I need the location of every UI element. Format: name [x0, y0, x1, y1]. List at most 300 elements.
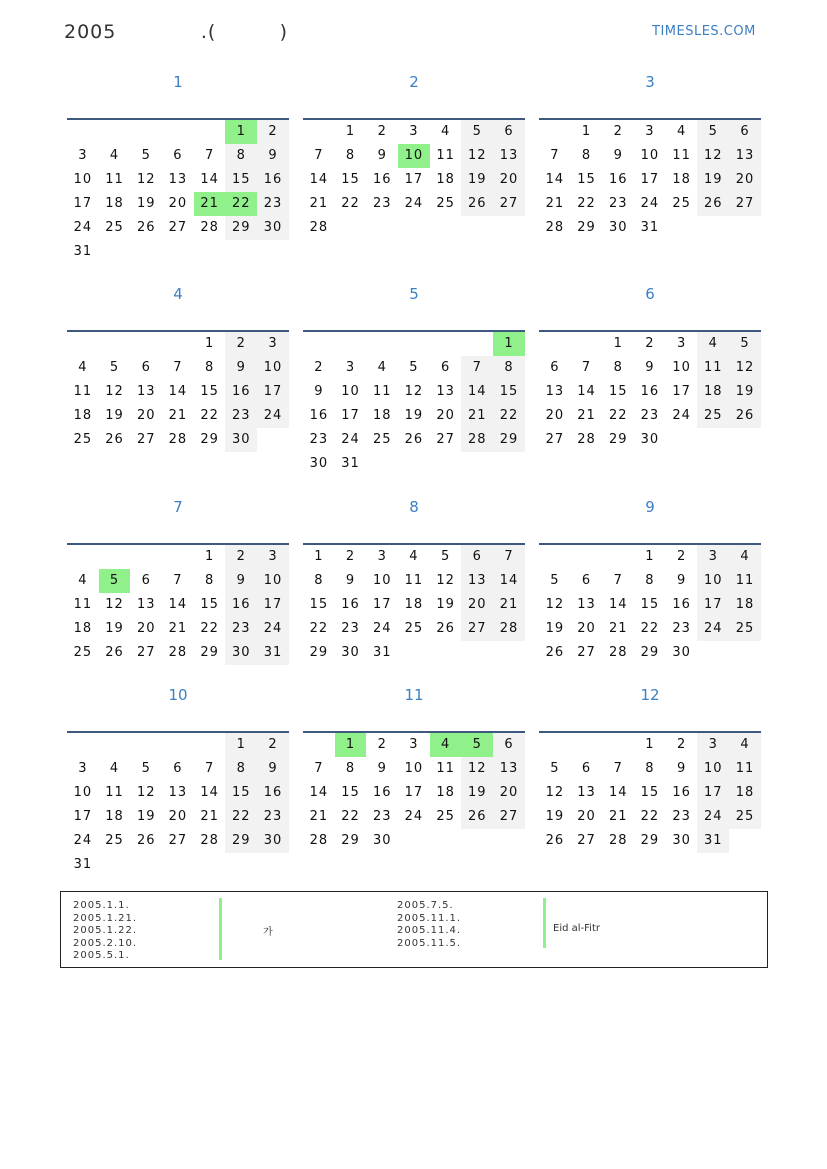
- day-cell-holiday: 1: [493, 332, 525, 356]
- day-cell: 25: [404, 621, 424, 636]
- day-cell: 10: [341, 384, 360, 399]
- day-cell: 16: [372, 172, 392, 187]
- day-cell: 9: [314, 384, 324, 399]
- day-cell: 13: [136, 384, 156, 399]
- day-cell: 28: [200, 220, 219, 235]
- day-cell-holiday: 21: [194, 192, 226, 216]
- day-cell: 7: [173, 360, 183, 375]
- day-cell: 27: [577, 645, 596, 660]
- month-day-grid: [303, 332, 525, 476]
- day-cell: 14: [168, 597, 188, 612]
- day-cell: 2: [676, 737, 687, 752]
- day-cell: 6: [173, 148, 183, 163]
- day-cell: 25: [73, 645, 93, 660]
- day-cell: 26: [404, 432, 424, 447]
- day-cell: 21: [608, 809, 628, 824]
- legend-date: 2005.11.5.: [397, 937, 462, 949]
- day-cell: 21: [545, 196, 565, 211]
- day-cell: 22: [341, 809, 360, 824]
- day-cell: 11: [436, 148, 455, 163]
- day-cell: 14: [200, 785, 219, 800]
- day-empty: [130, 332, 162, 356]
- day-cell: 22: [608, 408, 628, 423]
- day-cell: 19: [404, 408, 424, 423]
- day-cell: 4: [78, 573, 88, 588]
- day-cell: 18: [105, 196, 124, 211]
- day-cell: 11: [372, 384, 392, 399]
- day-cell: 30: [672, 833, 691, 848]
- day-cell: 16: [341, 597, 360, 612]
- day-cell: 6: [461, 545, 493, 569]
- day-cell: 23: [672, 809, 691, 824]
- day-cell: 5: [141, 148, 151, 163]
- day-cell: 12: [461, 757, 493, 781]
- day-cell: 13: [493, 757, 525, 781]
- day-cell: 14: [309, 172, 329, 187]
- day-cell: 2: [225, 545, 257, 569]
- month-day-grid: [303, 733, 525, 853]
- day-cell: 17: [257, 380, 289, 404]
- day-cell: 30: [608, 220, 628, 235]
- day-cell: 23: [341, 621, 360, 636]
- day-cell: 8: [225, 757, 257, 781]
- day-cell: 19: [136, 196, 156, 211]
- day-cell: 20: [136, 408, 156, 423]
- day-cell: 18: [697, 380, 729, 404]
- legend-date: 2005.11.4.: [397, 925, 462, 936]
- day-cell: 10: [697, 569, 729, 593]
- day-cell: 19: [697, 168, 729, 192]
- day-cell: 21: [493, 593, 525, 617]
- site-brand-link[interactable]: TIMESLES.COM: [652, 24, 756, 39]
- day-cell: 17: [404, 785, 424, 800]
- day-cell: 5: [550, 573, 560, 588]
- day-cell: 10: [257, 356, 289, 380]
- day-cell: 11: [697, 356, 729, 380]
- day-cell: 7: [613, 573, 623, 588]
- day-cell: 6: [173, 761, 183, 776]
- day-empty: [571, 733, 603, 757]
- day-cell: 29: [640, 645, 660, 660]
- day-cell: 2: [676, 549, 687, 564]
- day-cell-holiday: 4: [430, 733, 462, 757]
- day-cell: 19: [461, 168, 493, 192]
- day-cell: 29: [577, 220, 596, 235]
- legend-name-right: Eid al-Fitr: [553, 923, 600, 934]
- day-cell: 26: [545, 833, 565, 848]
- day-empty: [461, 332, 493, 356]
- day-cell: 22: [200, 408, 219, 423]
- day-cell: 18: [436, 172, 455, 187]
- day-cell: 19: [729, 380, 761, 404]
- day-cell: 19: [436, 597, 455, 612]
- day-cell: 9: [645, 360, 655, 375]
- day-cell: 30: [341, 645, 360, 660]
- day-cell: 2: [257, 120, 289, 144]
- day-cell: 31: [640, 220, 660, 235]
- day-cell: 10: [672, 360, 691, 375]
- day-cell: 15: [309, 597, 329, 612]
- day-cell: 25: [729, 805, 761, 829]
- day-cell: 23: [257, 805, 289, 829]
- day-cell: 8: [204, 573, 215, 588]
- day-cell: 4: [729, 545, 761, 569]
- day-cell: 7: [550, 148, 560, 163]
- day-cell: 25: [697, 404, 729, 428]
- day-cell-holiday: 22: [225, 192, 257, 216]
- month-name: 10: [168, 686, 188, 704]
- day-cell: 6: [141, 573, 151, 588]
- day-cell: 24: [404, 196, 424, 211]
- day-cell: 19: [461, 781, 493, 805]
- day-cell: 24: [257, 404, 289, 428]
- day-cell: 15: [608, 384, 628, 399]
- day-cell: 26: [436, 621, 455, 636]
- day-cell: 27: [136, 645, 156, 660]
- day-empty: [602, 545, 634, 569]
- month-day-grid: [539, 332, 761, 452]
- day-cell: 8: [204, 360, 215, 375]
- day-cell: 10: [73, 172, 93, 187]
- day-cell: 11: [672, 148, 691, 163]
- day-cell: 28: [608, 645, 628, 660]
- day-cell: 24: [73, 833, 93, 848]
- day-cell: 1: [204, 336, 215, 351]
- day-cell: 23: [372, 196, 392, 211]
- day-cell: 4: [409, 549, 419, 564]
- day-cell: 4: [109, 148, 120, 163]
- day-cell: 11: [73, 597, 93, 612]
- day-cell: 22: [640, 809, 660, 824]
- day-cell: 21: [309, 196, 329, 211]
- day-cell: 8: [581, 148, 592, 163]
- day-cell: 17: [697, 781, 729, 805]
- day-cell: 30: [309, 456, 329, 471]
- day-cell: 11: [436, 761, 455, 776]
- day-cell: 28: [200, 833, 219, 848]
- day-empty: [67, 120, 99, 144]
- day-cell: 23: [608, 196, 628, 211]
- month-day-grid: [303, 120, 525, 240]
- day-empty: [162, 332, 194, 356]
- day-cell: 9: [225, 356, 257, 380]
- day-cell: 21: [168, 408, 188, 423]
- day-cell: 16: [257, 168, 289, 192]
- day-cell: 30: [257, 829, 289, 853]
- day-empty: [303, 733, 335, 757]
- day-cell: 28: [309, 833, 329, 848]
- day-cell: 18: [729, 781, 761, 805]
- day-cell: 24: [257, 617, 289, 641]
- day-cell: 23: [672, 621, 691, 636]
- day-cell: 4: [377, 360, 387, 375]
- day-cell: 17: [640, 172, 660, 187]
- month-day-grid: [539, 545, 761, 665]
- day-cell: 7: [204, 761, 215, 776]
- day-cell: 30: [640, 432, 660, 447]
- day-cell: 16: [672, 597, 691, 612]
- day-cell: 12: [545, 597, 565, 612]
- day-empty: [99, 120, 131, 144]
- day-cell: 3: [409, 124, 419, 139]
- month-name: 4: [173, 285, 183, 303]
- day-cell: 5: [461, 120, 493, 144]
- legend-date: 2005.1.1.: [73, 900, 130, 911]
- day-cell: 5: [697, 120, 729, 144]
- day-cell: 13: [577, 597, 596, 612]
- day-cell: 9: [257, 757, 289, 781]
- day-cell: 10: [257, 569, 289, 593]
- day-cell: 18: [729, 593, 761, 617]
- day-cell: 21: [168, 621, 188, 636]
- day-empty: [67, 332, 99, 356]
- day-cell: 15: [341, 785, 360, 800]
- day-cell: 14: [577, 384, 596, 399]
- day-cell: 7: [493, 545, 525, 569]
- day-cell: 28: [168, 645, 188, 660]
- day-cell: 15: [577, 172, 596, 187]
- day-empty: [303, 332, 335, 356]
- day-cell: 6: [581, 573, 592, 588]
- day-cell: 27: [436, 432, 455, 447]
- day-cell: 26: [136, 833, 156, 848]
- day-cell: 8: [645, 573, 655, 588]
- calendar-title: 2005 .( ): [64, 21, 289, 43]
- day-cell: 22: [577, 196, 596, 211]
- day-cell: 9: [345, 573, 356, 588]
- day-empty: [571, 332, 603, 356]
- day-cell: 20: [436, 408, 455, 423]
- day-cell: 12: [436, 573, 455, 588]
- day-cell: 20: [729, 168, 761, 192]
- month-day-grid: [539, 120, 761, 240]
- day-cell: 28: [577, 432, 596, 447]
- day-cell: 10: [640, 148, 660, 163]
- day-cell-holiday: 1: [225, 120, 257, 144]
- day-cell: 4: [78, 360, 88, 375]
- day-cell: 27: [461, 617, 493, 641]
- day-empty: [99, 332, 131, 356]
- day-empty: [335, 332, 367, 356]
- day-cell: 23: [257, 192, 289, 216]
- day-cell: 18: [404, 597, 424, 612]
- day-cell: 10: [404, 761, 424, 776]
- day-cell: 15: [200, 597, 219, 612]
- day-cell: 31: [257, 641, 289, 665]
- day-cell: 23: [309, 432, 329, 447]
- day-empty: [130, 120, 162, 144]
- day-cell: 1: [645, 549, 655, 564]
- day-cell: 6: [581, 761, 592, 776]
- day-cell: 25: [372, 432, 392, 447]
- day-cell: 29: [309, 645, 329, 660]
- day-cell: 29: [200, 432, 219, 447]
- day-cell: 29: [225, 829, 257, 853]
- day-cell: 3: [78, 761, 88, 776]
- day-empty: [303, 120, 335, 144]
- day-cell-holiday: 5: [461, 733, 493, 757]
- day-cell: 27: [168, 220, 188, 235]
- day-cell: 20: [168, 809, 188, 824]
- month-name: 12: [640, 686, 660, 704]
- day-cell: 20: [136, 621, 156, 636]
- day-cell: 13: [436, 384, 455, 399]
- day-cell: 20: [545, 408, 565, 423]
- day-cell: 1: [204, 549, 215, 564]
- day-cell: 25: [729, 617, 761, 641]
- day-cell: 17: [672, 384, 691, 399]
- day-cell: 26: [105, 432, 124, 447]
- day-cell: 14: [493, 569, 525, 593]
- day-cell: 21: [577, 408, 596, 423]
- day-cell: 11: [404, 573, 424, 588]
- day-cell: 16: [640, 384, 660, 399]
- day-cell: 18: [73, 408, 93, 423]
- day-empty: [99, 545, 131, 569]
- day-cell: 25: [672, 196, 691, 211]
- day-cell: 14: [545, 172, 565, 187]
- day-cell: 29: [493, 428, 525, 452]
- day-cell: 31: [697, 829, 729, 853]
- day-cell: 2: [225, 332, 257, 356]
- day-cell: 10: [697, 757, 729, 781]
- day-cell: 21: [608, 621, 628, 636]
- day-cell: 7: [314, 761, 324, 776]
- day-cell: 26: [461, 805, 493, 829]
- legend-date: 2005.1.21.: [73, 912, 138, 924]
- legend-date: 2005.7.5.: [397, 900, 454, 911]
- day-cell: 13: [136, 597, 156, 612]
- legend-date: 2005.5.1.: [73, 950, 130, 961]
- day-cell: 26: [697, 192, 729, 216]
- month-name: 2: [409, 73, 419, 91]
- day-cell: 15: [640, 597, 660, 612]
- day-cell: 15: [225, 781, 257, 805]
- day-cell: 13: [545, 384, 565, 399]
- day-cell: 6: [493, 120, 525, 144]
- day-cell: 24: [672, 408, 691, 423]
- day-cell: 4: [729, 733, 761, 757]
- day-cell: 14: [608, 597, 628, 612]
- day-cell: 16: [225, 380, 257, 404]
- day-cell: 29: [200, 645, 219, 660]
- day-cell: 24: [697, 617, 729, 641]
- day-empty: [539, 733, 571, 757]
- day-cell: 3: [697, 733, 729, 757]
- day-cell: 25: [73, 432, 93, 447]
- day-cell: 1: [314, 549, 324, 564]
- day-cell: 7: [173, 573, 183, 588]
- day-cell: 13: [461, 569, 493, 593]
- legend-dates-right: [397, 900, 461, 950]
- day-cell: 5: [729, 332, 761, 356]
- day-cell: 6: [550, 360, 560, 375]
- month-day-grid: [67, 545, 289, 665]
- day-cell: 2: [613, 124, 623, 139]
- day-cell: 9: [676, 761, 687, 776]
- day-cell: 4: [109, 761, 120, 776]
- day-cell: 22: [640, 621, 660, 636]
- month-name: 7: [173, 498, 183, 516]
- day-cell: 3: [345, 360, 356, 375]
- day-cell: 12: [105, 384, 124, 399]
- day-cell: 9: [377, 761, 387, 776]
- day-cell: 12: [545, 785, 565, 800]
- day-cell: 24: [73, 220, 93, 235]
- day-cell: 27: [729, 192, 761, 216]
- day-cell: 15: [493, 380, 525, 404]
- day-cell: 25: [436, 809, 455, 824]
- day-cell: 24: [697, 805, 729, 829]
- holiday-legend: [60, 891, 768, 968]
- day-cell: 22: [309, 621, 329, 636]
- day-cell: 22: [225, 805, 257, 829]
- day-cell: 17: [257, 593, 289, 617]
- day-cell: 15: [341, 172, 360, 187]
- day-cell: 9: [225, 569, 257, 593]
- day-cell: 9: [377, 148, 387, 163]
- month-name: 6: [645, 285, 655, 303]
- day-cell-holiday: 10: [398, 144, 430, 168]
- day-cell: 16: [372, 785, 392, 800]
- day-cell: 20: [461, 593, 493, 617]
- day-empty: [539, 545, 571, 569]
- day-cell: 5: [550, 761, 560, 776]
- day-cell: 22: [493, 404, 525, 428]
- day-cell: 20: [577, 621, 596, 636]
- day-cell: 19: [545, 809, 565, 824]
- day-cell: 13: [577, 785, 596, 800]
- day-cell: 25: [436, 196, 455, 211]
- day-cell: 7: [204, 148, 215, 163]
- day-cell: 3: [257, 332, 289, 356]
- day-cell: 5: [109, 360, 120, 375]
- day-cell: 12: [697, 144, 729, 168]
- legend-name-left: 가: [263, 927, 273, 938]
- day-cell-holiday: 1: [335, 733, 367, 757]
- day-cell: 19: [136, 809, 156, 824]
- legend-dates-left: [73, 900, 137, 963]
- day-cell: 13: [729, 144, 761, 168]
- day-cell: 3: [377, 549, 387, 564]
- day-cell: 28: [493, 617, 525, 641]
- day-cell: 15: [200, 384, 219, 399]
- day-cell: 31: [73, 244, 93, 259]
- day-cell: 29: [608, 432, 628, 447]
- day-cell: 7: [314, 148, 324, 163]
- day-cell: 16: [309, 408, 329, 423]
- day-cell: 29: [225, 216, 257, 240]
- day-cell: 17: [697, 593, 729, 617]
- day-cell: 27: [493, 192, 525, 216]
- legend-date: 2005.2.10.: [73, 937, 138, 949]
- day-cell: 8: [345, 148, 356, 163]
- day-cell: 27: [493, 805, 525, 829]
- day-cell: 7: [581, 360, 592, 375]
- day-cell: 18: [436, 785, 455, 800]
- day-cell: 15: [225, 168, 257, 192]
- month-day-grid: [67, 120, 289, 264]
- day-cell: 8: [345, 761, 356, 776]
- day-cell: 12: [461, 144, 493, 168]
- day-empty: [571, 545, 603, 569]
- day-cell: 13: [493, 144, 525, 168]
- day-cell: 8: [613, 360, 623, 375]
- day-cell: 21: [309, 809, 329, 824]
- day-cell: 26: [729, 404, 761, 428]
- day-empty: [539, 332, 571, 356]
- day-cell: 19: [105, 408, 124, 423]
